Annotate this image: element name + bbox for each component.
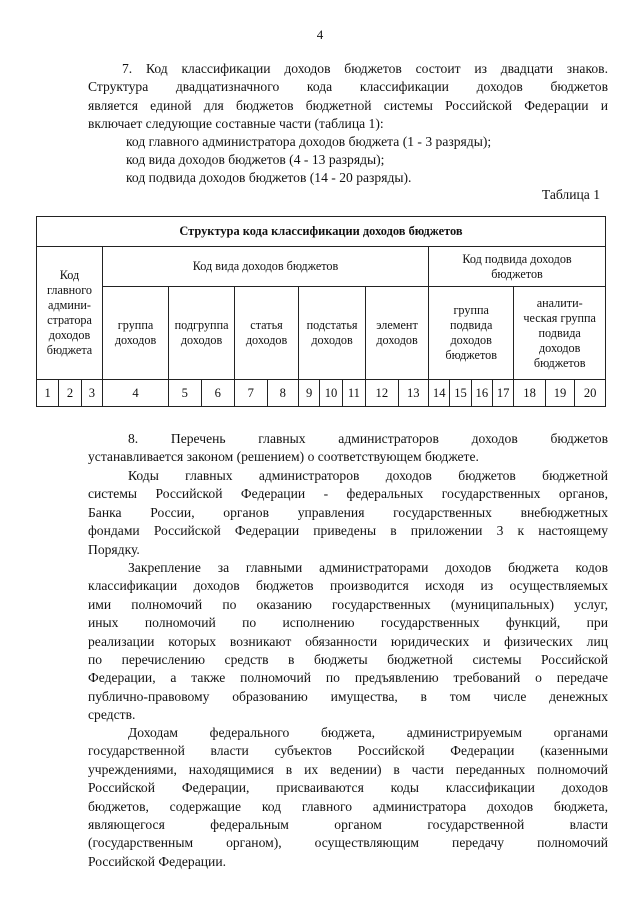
header-income-type-code: Код вида доходов бюджетов xyxy=(103,247,429,287)
header-subarticle: подстатья доходов xyxy=(299,287,366,380)
text-line: государственной власти субъектов Российской Федерации (казенными xyxy=(88,743,608,759)
text-line: системы Российской Федерации - федеральных государственных органов, xyxy=(88,486,608,502)
page-number: 4 xyxy=(316,27,324,42)
table-cell: 14 xyxy=(429,380,450,407)
text-line: Коды главных администраторов доходов бюджетов бюджетной xyxy=(128,468,608,483)
text-line: средств. xyxy=(88,707,136,723)
table-cell: 11 xyxy=(342,380,365,407)
text-line: Российской Федерации, присваиваются коды классификации доходов xyxy=(88,780,608,796)
text-line: по перечислению средств в бюджеты бюджетной системы Российской xyxy=(88,652,608,668)
header-subgroup: подгруппа доходов xyxy=(169,287,235,380)
text-line: Закрепление за главными администраторами доходов бюджета кодов xyxy=(128,560,608,575)
table-cell: 20 xyxy=(575,380,606,407)
table-cell: 15 xyxy=(450,380,471,407)
text-line: являющегося федеральным органом государственной власти xyxy=(88,817,608,833)
table-cell: 19 xyxy=(545,380,574,407)
paragraph-7 xyxy=(88,60,608,134)
table-cell: 2 xyxy=(59,380,81,407)
text-line: Федерации, а также полномочий по предъявлению требований о передаче xyxy=(88,670,608,686)
table-cell: 3 xyxy=(81,380,102,407)
text-line: 7. Код классификации доходов бюджетов состоит из двадцати знаков. xyxy=(122,61,608,76)
text-line: классификации доходов бюджетов производится исходя из осуществляемых xyxy=(88,578,608,594)
text-line: Банка России, органов управления государственных внебюджетных xyxy=(88,504,608,520)
text-line: ими полномочий по оказанию государственных (муниципальных) услуг, xyxy=(88,596,608,612)
text-line: Доходам федерального бюджета, администрируемым органами xyxy=(128,725,608,740)
table-cell: 12 xyxy=(366,380,399,407)
header-article: статья доходов xyxy=(235,287,299,380)
text-line: (государственным органом), осуществляющим передачу полномочий xyxy=(88,835,608,851)
paragraph-federal-income xyxy=(88,724,608,871)
text-line: фондами Российской Федерации приведены в приложении 3 к настоящему xyxy=(88,523,608,539)
table-cell: 17 xyxy=(493,380,514,407)
table-cell: 5 xyxy=(169,380,202,407)
table-cell: 7 xyxy=(235,380,268,407)
table-cell: 1 xyxy=(37,380,59,407)
table-cell: 4 xyxy=(103,380,169,407)
header-income-subtype-code: Код подвида доходов бюджетов xyxy=(429,247,606,287)
list-item: код вида доходов бюджетов (4 - 13 разряды); xyxy=(126,152,385,167)
header-group: группа доходов xyxy=(103,287,169,380)
text-line: учреждениями, находящимися в их ведении) в части переданных полномочий xyxy=(88,761,608,777)
text-line: бюджетов, содержащие код главного администратора доходов бюджета, xyxy=(88,798,608,814)
text-line: включает следующие составные части (таблица 1): xyxy=(88,116,384,132)
list-item: код главного администратора доходов бюджета (1 - 3 разряды); xyxy=(126,134,492,149)
table-cell: 9 xyxy=(299,380,320,407)
text-line: Порядку. xyxy=(88,541,140,557)
text-line: публично-правовому образованию имущества, в том числе денежных xyxy=(88,688,608,704)
header-element: элемент доходов xyxy=(366,287,429,380)
text-line: Российской Федерации. xyxy=(88,853,226,869)
table-cell: 6 xyxy=(201,380,235,407)
list-item: код подвида доходов бюджетов (14 - 20 разряды). xyxy=(126,170,412,185)
table-cell: 16 xyxy=(471,380,492,407)
text-line: иных полномочий по исполнению государственных функций, при xyxy=(88,615,608,631)
header-subtype-group: группа подвида доходов бюджетов xyxy=(429,287,514,380)
table-cell: 13 xyxy=(398,380,428,407)
table-label: Таблица 1 xyxy=(541,187,600,202)
table-cell: 8 xyxy=(267,380,298,407)
table-cell: 18 xyxy=(514,380,545,407)
paragraph-codes xyxy=(88,467,608,559)
digit-position-row xyxy=(37,380,606,407)
paragraph-assignment xyxy=(88,559,608,725)
text-line: является единой для бюджетов бюджетной системы Российской Федерации и xyxy=(88,97,608,113)
text-line: устанавливается законом (решением) о соответствующем бюджете. xyxy=(88,449,479,465)
header-analytic-group: аналити- ческая группа подвида доходов бюджетов xyxy=(514,287,606,380)
text-line: Структура двадцатизначного кода классификации доходов бюджетов xyxy=(88,79,608,95)
code-structure-table xyxy=(36,216,606,407)
paragraph-8 xyxy=(88,430,608,467)
table-cell: 10 xyxy=(320,380,342,407)
table-caption: Структура кода классификации доходов бюджетов xyxy=(37,217,606,247)
text-line: реализации которых возникают обязанности юридических и физических лиц xyxy=(88,633,608,649)
header-admin-code: Код главного админи- стратора доходов бюджета xyxy=(37,247,103,380)
text-line: 8. Перечень главных администраторов доходов бюджетов xyxy=(128,431,608,446)
